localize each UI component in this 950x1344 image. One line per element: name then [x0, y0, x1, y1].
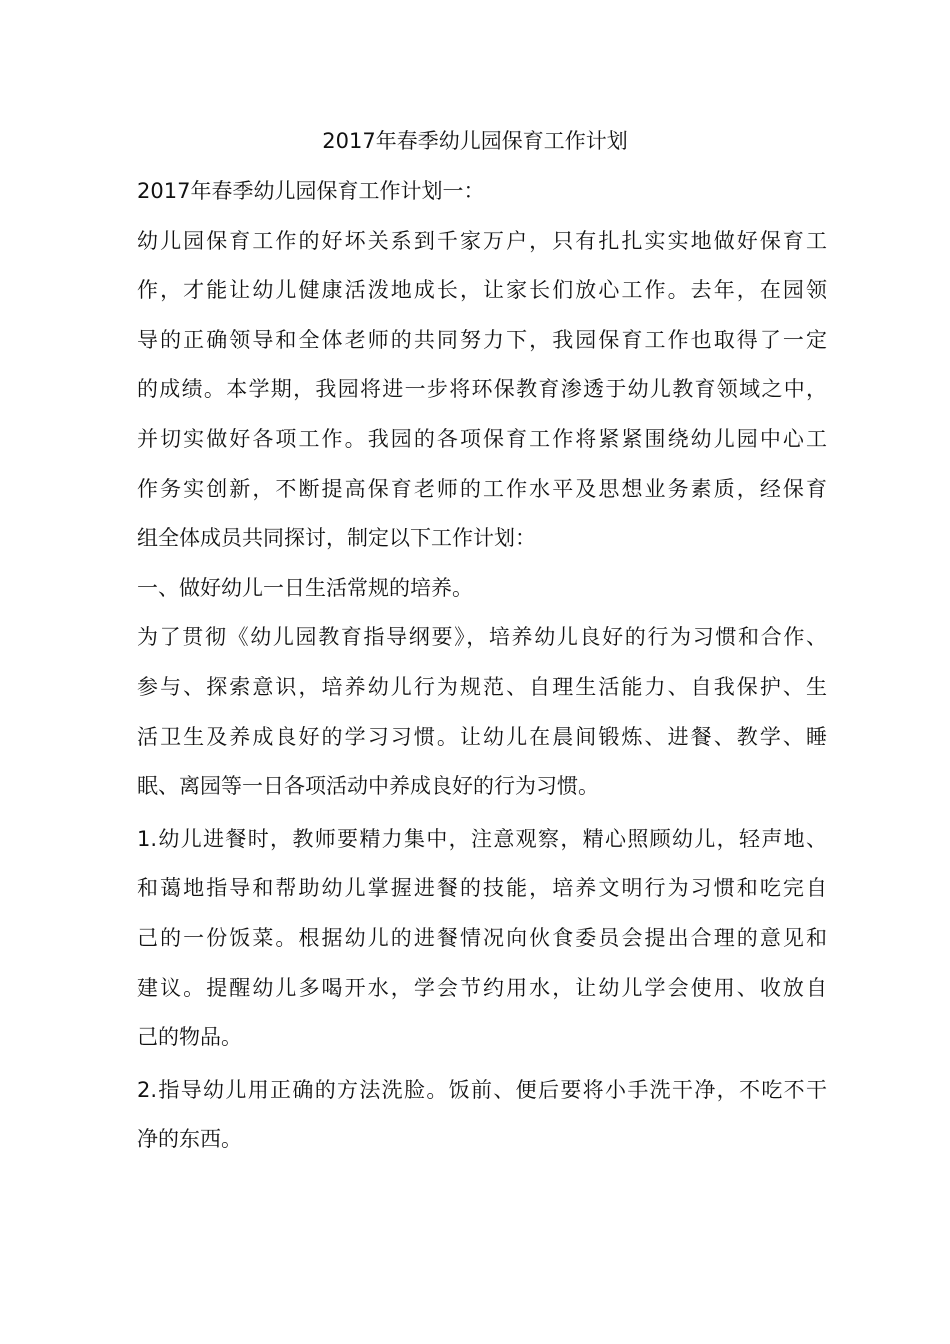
- list-item-1: [137, 815, 827, 1063]
- text-line: 净的东西。: [137, 1127, 242, 1152]
- text-line: 己的一份饭菜。根据幼儿的进餐情况向伙食委员会提出合理的意见和: [137, 925, 827, 950]
- text-line: 眠、离园等一日各项活动中养成良好的行为习惯。: [137, 774, 599, 799]
- text-line: 作务实创新，不断提高保育老师的工作水平及思想业务素质，经保育: [137, 476, 827, 501]
- text-line: 参与、探索意识，培养幼儿行为规范、自理生活能力、自我保护、生: [137, 674, 827, 699]
- paragraph-intro: [137, 217, 827, 564]
- text-line: 建议。提醒幼儿多喝开水，学会节约用水，让幼儿学会使用、收放自: [137, 975, 827, 1000]
- text-line: 的成绩。本学期，我园将进一步将环保教育渗透于幼儿教育领域之中，: [137, 377, 827, 402]
- text-line: 和蔼地指导和帮助幼儿掌握进餐的技能，培养文明行为习惯和吃完自: [137, 876, 827, 901]
- text-line: 1.幼儿进餐时，教师要精力集中，注意观察，精心照顾幼儿，轻声地、: [137, 826, 827, 851]
- text-line: 作，才能让幼儿健康活泼地成长，让家长们放心工作。去年，在园领: [137, 278, 827, 303]
- text-line: 己的物品。: [137, 1025, 242, 1050]
- text-line: 一、做好幼儿一日生活常规的培养。: [137, 575, 473, 600]
- text-line: 并切实做好各项工作。我园的各项保育工作将紧紧围绕幼儿园中心工: [137, 426, 827, 451]
- document-title: 2017年春季幼儿园保育工作计划: [322, 129, 628, 153]
- document-subtitle: 2017年春季幼儿园保育工作计划一：: [137, 179, 485, 203]
- text-line: 2.指导幼儿用正确的方法洗脸。饭前、便后要将小手洗干净，不吃不干: [137, 1077, 827, 1102]
- text-line: 组全体成员共同探讨，制定以下工作计划：: [137, 526, 536, 551]
- paragraph-guideline: [137, 613, 827, 811]
- text-line: 活卫生及养成良好的学习习惯。让幼儿在晨间锻炼、进餐、教学、睡: [137, 724, 827, 749]
- text-line: 导的正确领导和全体老师的共同努力下，我园保育工作也取得了一定: [137, 327, 827, 352]
- document-body: [137, 167, 827, 1165]
- text-line: 为了贯彻《幼儿园教育指导纲要》，培养幼儿良好的行为习惯和合作、: [137, 625, 827, 650]
- text-line: 幼儿园保育工作的好坏关系到千家万户，只有扎扎实实地做好保育工: [137, 228, 827, 253]
- list-item-2: [137, 1066, 827, 1165]
- section-heading-1: [137, 564, 827, 614]
